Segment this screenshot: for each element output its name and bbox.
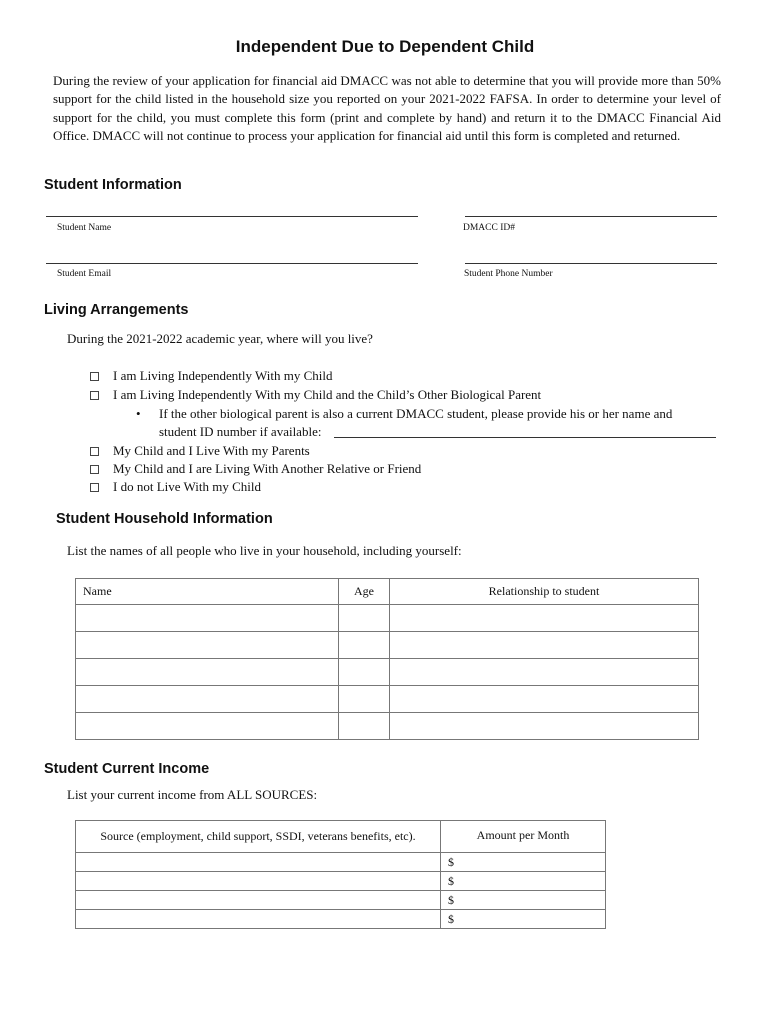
table-cell[interactable] bbox=[76, 686, 339, 713]
income-table bbox=[75, 820, 606, 929]
student-phone-label: Student Phone Number bbox=[464, 269, 553, 279]
other-parent-note-cont: student ID number if available: bbox=[159, 424, 322, 439]
table-cell[interactable] bbox=[76, 632, 339, 659]
table-row bbox=[76, 686, 699, 713]
table-header-row bbox=[76, 821, 606, 853]
amount-cell[interactable]: $ bbox=[441, 910, 606, 929]
checkbox-icon[interactable] bbox=[90, 391, 99, 400]
student-info-heading: Student Information bbox=[44, 177, 182, 193]
living-option[interactable] bbox=[90, 387, 541, 403]
bullet-icon: • bbox=[136, 406, 141, 421]
living-option-label: My Child and I Live With my Parents bbox=[113, 443, 310, 458]
table-cell[interactable] bbox=[390, 686, 699, 713]
checkbox-icon[interactable] bbox=[90, 483, 99, 492]
table-row bbox=[76, 872, 606, 891]
table-row bbox=[76, 632, 699, 659]
student-name-field[interactable] bbox=[46, 216, 418, 217]
table-cell[interactable] bbox=[76, 853, 441, 872]
table-row bbox=[76, 605, 699, 632]
living-option[interactable] bbox=[90, 368, 332, 384]
amount-cell[interactable]: $ bbox=[441, 872, 606, 891]
table-row bbox=[76, 659, 699, 686]
table-cell[interactable] bbox=[76, 910, 441, 929]
amount-cell[interactable]: $ bbox=[441, 853, 606, 872]
table-cell[interactable] bbox=[339, 605, 390, 632]
table-cell[interactable] bbox=[76, 605, 339, 632]
checkbox-icon[interactable] bbox=[90, 447, 99, 456]
column-header: Age bbox=[339, 579, 390, 605]
other-parent-field[interactable] bbox=[334, 437, 716, 438]
column-header: Source (employment, child support, SSDI, veterans benefits, etc). bbox=[76, 821, 441, 853]
dmacc-id-field[interactable] bbox=[465, 216, 717, 217]
household-heading: Student Household Information bbox=[56, 511, 273, 527]
living-option[interactable] bbox=[90, 443, 310, 459]
table-cell[interactable] bbox=[390, 659, 699, 686]
living-option-label: I am Living Independently With my Child and the Child’s Other Biological Parent bbox=[113, 387, 542, 402]
student-name-label: Student Name bbox=[57, 223, 112, 233]
living-option-label: I am Living Independently With my Child bbox=[113, 368, 333, 383]
table-row bbox=[76, 910, 606, 929]
page-title: Independent Due to Dependent Child bbox=[235, 37, 535, 56]
table-cell[interactable] bbox=[76, 872, 441, 891]
table-cell[interactable] bbox=[339, 713, 390, 740]
living-option-label: My Child and I are Living With Another Relative or Friend bbox=[113, 461, 422, 476]
checkbox-icon[interactable] bbox=[90, 465, 99, 474]
table-cell[interactable] bbox=[390, 605, 699, 632]
amount-cell[interactable]: $ bbox=[441, 891, 606, 910]
household-table bbox=[75, 578, 699, 740]
table-cell[interactable] bbox=[76, 659, 339, 686]
living-option[interactable] bbox=[90, 479, 261, 495]
household-instruction: List the names of all people who live in your household, including yourself: bbox=[67, 543, 462, 558]
table-cell[interactable] bbox=[390, 632, 699, 659]
table-row bbox=[76, 853, 606, 872]
living-option-label: I do not Live With my Child bbox=[113, 479, 262, 494]
student-phone-field[interactable] bbox=[465, 263, 717, 264]
dmacc-id-label: DMACC ID# bbox=[463, 223, 515, 233]
living-option[interactable] bbox=[90, 461, 421, 477]
checkbox-icon[interactable] bbox=[90, 372, 99, 381]
table-row bbox=[76, 891, 606, 910]
table-cell[interactable] bbox=[76, 713, 339, 740]
table-row bbox=[76, 713, 699, 740]
column-header: Relationship to student bbox=[390, 579, 699, 605]
income-heading: Student Current Income bbox=[44, 761, 210, 777]
table-cell[interactable] bbox=[76, 891, 441, 910]
column-header: Name bbox=[76, 579, 339, 605]
table-cell[interactable] bbox=[339, 632, 390, 659]
table-cell[interactable] bbox=[339, 686, 390, 713]
student-email-label: Student Email bbox=[57, 269, 112, 279]
column-header: Amount per Month bbox=[441, 821, 606, 853]
other-parent-note: If the other biological parent is also a current DMACC student, please provide his or her name and bbox=[159, 406, 673, 421]
table-cell[interactable] bbox=[339, 659, 390, 686]
living-question: During the 2021-2022 academic year, where will you live? bbox=[67, 331, 373, 346]
income-instruction: List your current income from ALL SOURCES: bbox=[67, 787, 318, 802]
living-heading: Living Arrangements bbox=[44, 302, 189, 318]
student-email-field[interactable] bbox=[46, 263, 418, 264]
table-cell[interactable] bbox=[390, 713, 699, 740]
table-header-row bbox=[76, 579, 699, 605]
intro-paragraph: During the review of your application for financial aid DMACC was not able to determine that you will provide more than 50% support for the child listed in the household size you reported on your 2021-2022 FAFSA. In order to determine your level of support for the child, you must complete this form (print and complete by hand) and return it to the DMACC Financial Aid Office. DMACC will not continue to process your application for financial aid until this form is completed and returned. bbox=[53, 73, 721, 144]
